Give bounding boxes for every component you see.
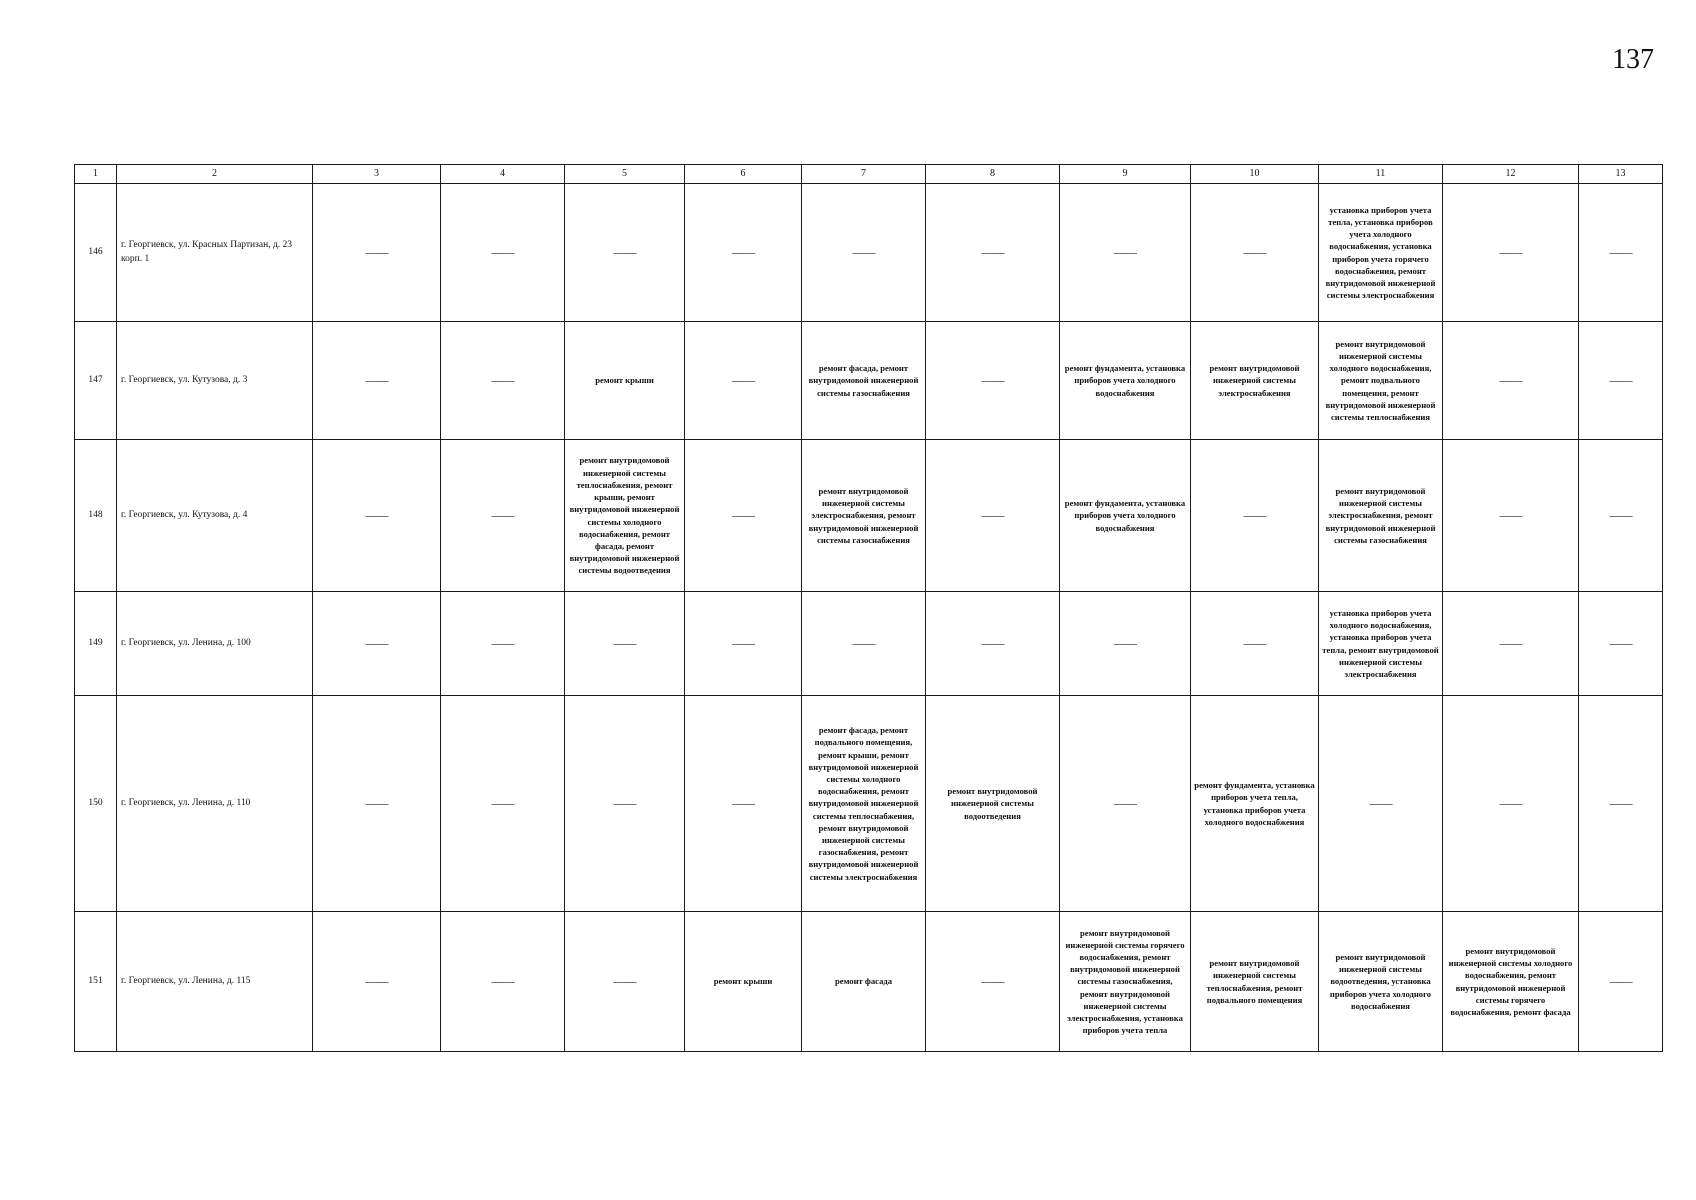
table-cell: —— [685,592,802,696]
table-cell: —— [685,184,802,322]
table-cell: —— [1060,592,1191,696]
table-cell: —— [1060,696,1191,912]
table-row [75,696,1663,912]
table-cell: —— [926,440,1060,592]
table-cell: —— [565,696,685,912]
table-cell: —— [441,592,565,696]
table-cell: —— [926,322,1060,440]
table-cell: —— [441,184,565,322]
table-cell: —— [685,322,802,440]
table-cell: —— [1579,322,1663,440]
table-cell: —— [313,592,441,696]
column-header-1: 1 [75,165,117,184]
table-cell: —— [926,912,1060,1052]
table-cell: —— [1579,184,1663,322]
table-cell: —— [441,322,565,440]
table-cell: ремонт фасада [802,912,926,1052]
table-cell: ремонт внутридомовой инженерной системы холодного водоснабжения, ремонт подвального помещения, ремонт внутридомовой инженерной системы теплоснабжения [1319,322,1443,440]
table-cell: —— [1443,322,1579,440]
column-header-12: 12 [1443,165,1579,184]
table-cell: ремонт крыши [565,322,685,440]
table-cell: —— [313,440,441,592]
table-body [75,184,1663,1052]
table-cell: —— [685,696,802,912]
table-cell: ремонт фундамента, установка приборов учета тепла, установка приборов учета холодного водоснабжения [1191,696,1319,912]
table-cell: —— [1060,184,1191,322]
table-cell: ремонт внутридомовой инженерной системы электроснабжения, ремонт внутридомовой инженерной системы газоснабжения [1319,440,1443,592]
table-cell: —— [1579,696,1663,912]
table-cell: —— [1443,440,1579,592]
table-cell: —— [802,184,926,322]
column-header-8: 8 [926,165,1060,184]
table-cell: установка приборов учета холодного водоснабжения, установка приборов учета тепла, ремонт внутридомовой инженерной системы электроснабжения [1319,592,1443,696]
table-cell: —— [1191,440,1319,592]
column-header-11: 11 [1319,165,1443,184]
table-cell: ремонт внутридомовой инженерной системы водоотведения, установка приборов учета холодного водоснабжения [1319,912,1443,1052]
table-cell: —— [313,322,441,440]
table-cell: —— [441,440,565,592]
column-number-row [75,165,1663,184]
table-cell: ремонт внутридомовой инженерной системы холодного водоснабжения, ремонт внутридомовой инженерной системы горячего водоснабжения, ремонт фасада [1443,912,1579,1052]
row-address: г. Георгиевск, ул. Ленина, д. 110 [117,696,313,912]
row-number: 150 [75,696,117,912]
row-number: 147 [75,322,117,440]
column-header-3: 3 [313,165,441,184]
row-address: г. Георгиевск, ул. Кутузова, д. 4 [117,440,313,592]
table-row [75,184,1663,322]
row-number: 146 [75,184,117,322]
table-cell: —— [1443,696,1579,912]
table-cell: —— [1579,912,1663,1052]
repair-schedule-table [74,164,1663,1052]
table-cell: —— [1579,592,1663,696]
table-cell: —— [1579,440,1663,592]
table-cell: —— [441,696,565,912]
column-header-2: 2 [117,165,313,184]
row-number: 148 [75,440,117,592]
table-cell: —— [565,592,685,696]
row-address: г. Георгиевск, ул. Красных Партизан, д. 23 корп. 1 [117,184,313,322]
table-cell: установка приборов учета тепла, установка приборов учета холодного водоснабжения, установка приборов учета горячего водоснабжения, ремонт внутридомовой инженерной системы электроснабжения [1319,184,1443,322]
column-header-6: 6 [685,165,802,184]
table-cell: ремонт внутридомовой инженерной системы горячего водоснабжения, ремонт внутридомовой инженерной системы газоснабжения, ремонт внутридомовой инженерной системы электроснабжения, установка приборов учета тепла [1060,912,1191,1052]
table-row [75,322,1663,440]
row-address: г. Георгиевск, ул. Ленина, д. 100 [117,592,313,696]
table-row [75,912,1663,1052]
table-cell: —— [313,912,441,1052]
row-address: г. Георгиевск, ул. Кутузова, д. 3 [117,322,313,440]
table-cell: ремонт внутридомовой инженерной системы водоотведения [926,696,1060,912]
row-number: 149 [75,592,117,696]
table-cell: ремонт внутридомовой инженерной системы теплоснабжения, ремонт крыши, ремонт внутридомовой инженерной системы холодного водоснабжения, ремонт фасада, ремонт внутридомовой инженерной системы водоотведения [565,440,685,592]
table-cell: —— [1191,184,1319,322]
table-cell: —— [313,696,441,912]
table-row [75,592,1663,696]
table-cell: ремонт внутридомовой инженерной системы электроснабжения, ремонт внутридомовой инженерной системы газоснабжения [802,440,926,592]
table-cell: ремонт фундамента, установка приборов учета холодного водоснабжения [1060,322,1191,440]
row-address: г. Георгиевск, ул. Ленина, д. 115 [117,912,313,1052]
table-cell: —— [1443,184,1579,322]
table-row [75,440,1663,592]
table-cell: ремонт внутридомовой инженерной системы теплоснабжения, ремонт подвального помещения [1191,912,1319,1052]
table-cell: —— [685,440,802,592]
table-cell: —— [926,592,1060,696]
column-header-4: 4 [441,165,565,184]
table-cell: ремонт внутридомовой инженерной системы электроснабжения [1191,322,1319,440]
table-cell: ремонт фасада, ремонт подвального помещения, ремонт крыши, ремонт внутридомовой инженерной системы холодного водоснабжения, ремонт внутридомовой инженерной системы теплоснабжения, ремонт внутридомовой инженерной системы газоснабжения, ремонт внутридомовой инженерной системы электроснабжения [802,696,926,912]
table-cell: —— [1443,592,1579,696]
table-cell: ремонт фундамента, установка приборов учета холодного водоснабжения [1060,440,1191,592]
column-header-10: 10 [1191,165,1319,184]
table-cell: —— [926,184,1060,322]
table-cell: ремонт крыши [685,912,802,1052]
column-header-13: 13 [1579,165,1663,184]
table-cell: —— [802,592,926,696]
page-number: 137 [1612,44,1654,75]
table-cell: —— [1319,696,1443,912]
row-number: 151 [75,912,117,1052]
table-cell: —— [313,184,441,322]
column-header-5: 5 [565,165,685,184]
column-header-9: 9 [1060,165,1191,184]
table-cell: —— [441,912,565,1052]
table-cell: ремонт фасада, ремонт внутридомовой инженерной системы газоснабжения [802,322,926,440]
table-cell: —— [565,912,685,1052]
table-cell: —— [565,184,685,322]
column-header-7: 7 [802,165,926,184]
table-cell: —— [1191,592,1319,696]
